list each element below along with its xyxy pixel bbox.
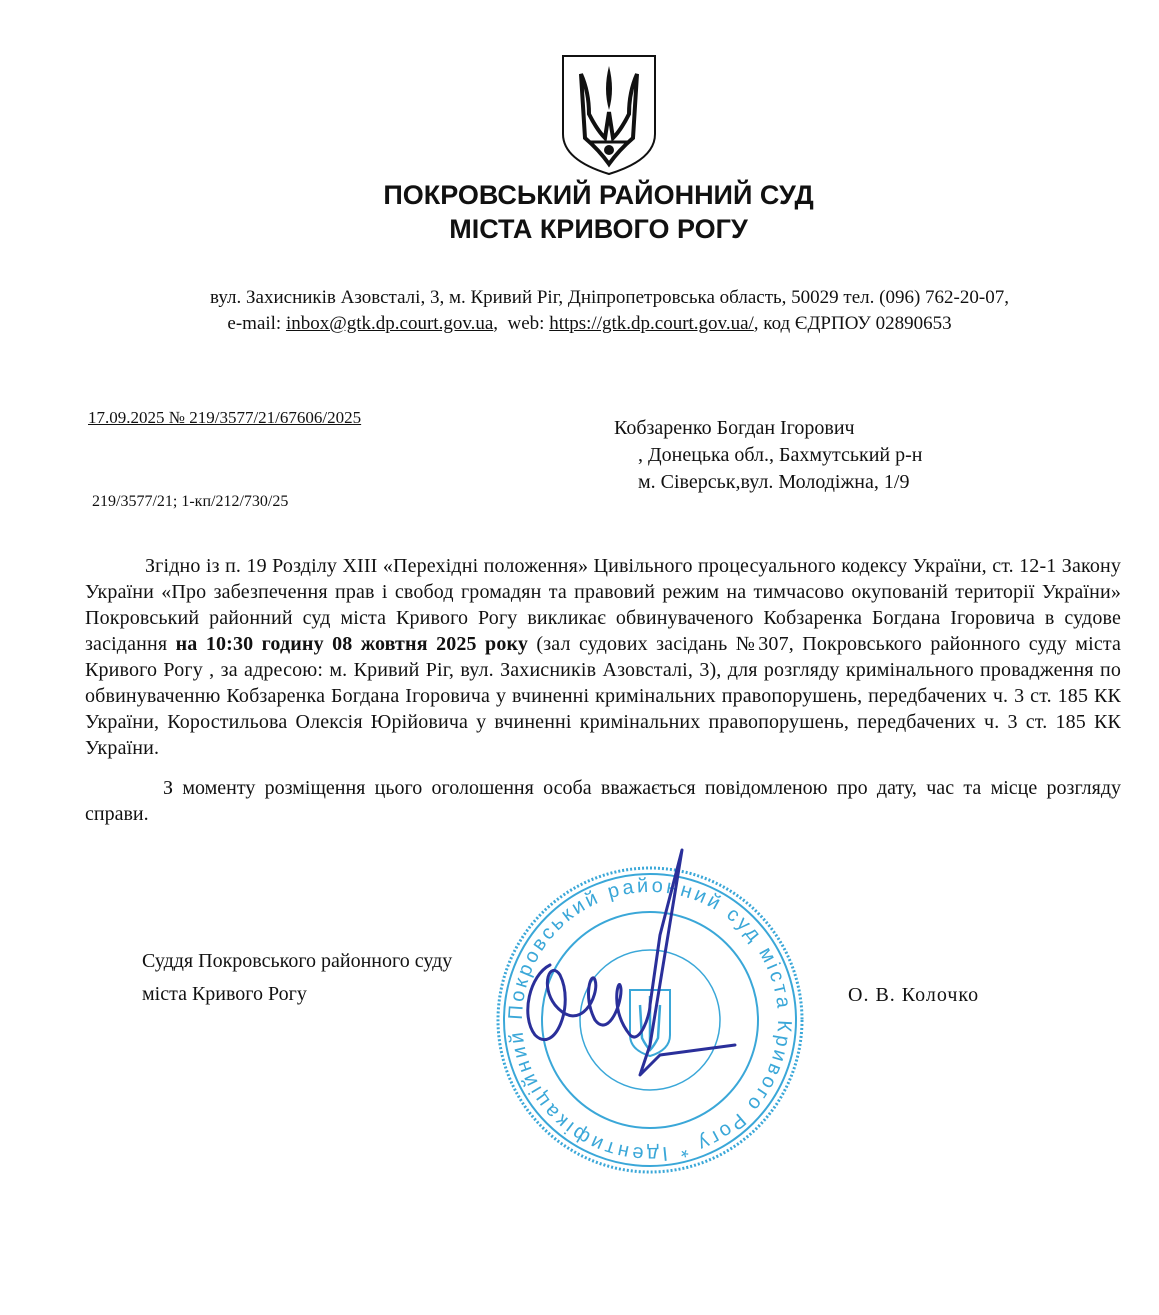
summons-text-part2: (зал судових засідань №307, Покровського районного суду міста Кривого Рогу , за адресою: м. Кривий Ріг, вул. Захисників Азовсталі, 3), для розгляду кримінального провадження по обвинуваченню Кобзаренка Богдана Ігоровича у вчиненні кримінальних правопорушень, передбачених ч. 3 ст. 185 КК України, Коростильова Олексія Юрійовича у вчиненні кримінальних правопорушень, передбачених ч. 3 ст. 185 КК України.: [85, 633, 1122, 759]
outgoing-reference: 17.09.2025 № 219/3577/21/67606/2025: [88, 408, 362, 427]
recipient-address-line2: м. Сіверськ,вул. Молодіжна, 1/9: [638, 471, 910, 493]
summons-paragraph: [85, 553, 1121, 761]
stamp-text: Покровський районний суд міста Кривого Рогу * Ідентифікаційний: [504, 874, 796, 1166]
email-label: e-mail:: [227, 313, 282, 334]
contact-line: e-mail: inbox@gtk.dp.court.gov.ua, web: https://gtk.dp.court.gov.ua/, код ЄДРПОУ 02890653: [227, 313, 952, 334]
address-line: вул. Захисників Азовсталі, 3, м. Кривий Ріг, Дніпропетровська область, 50029 тел. (096) 762-20-07,: [210, 287, 1009, 308]
handwritten-signature-icon: [500, 845, 740, 1105]
signer-position-line2: міста Кривого Рогу: [142, 983, 307, 1005]
judge-name: О. В. Колочко: [848, 984, 980, 1006]
notice-paragraph: З моменту розміщення цього оголошення особа вважається повідомленою про дату, час та місце розгляду справи.: [85, 777, 1121, 825]
court-name-line2: МІСТА КРИВОГО РОГУ: [449, 214, 748, 244]
edrpou-code: код ЄДРПОУ 02890653: [763, 313, 952, 334]
email-link[interactable]: inbox@gtk.dp.court.gov.ua: [285, 313, 494, 334]
recipient-address-line1: , Донецька обл., Бахмутський р-н: [638, 444, 923, 466]
trident-coat-of-arms-icon: [559, 52, 659, 177]
summons-text-part1: Згідно із п. 19 Розділу XIII «Перехідні положення» Цивільного процесуального кодексу України, ст. 12-1 Закону України «Про забезпечення прав і свобод громадян та правовий режим на тимчасово окупованій території України» Покровський районний суд міста Кривого Рогу викликає обвинуваченого Кобзаренка Богдана Ігоровича в судове засідання: [85, 555, 1121, 655]
web-label: web:: [507, 313, 545, 334]
recipient-block: [614, 415, 922, 496]
signer-position: [142, 945, 452, 1011]
recipient-name: Кобзаренко Богдан Ігорович: [614, 417, 855, 439]
court-title: [0, 178, 1159, 246]
case-number: 219/3577/21; 1-кп/212/730/25: [92, 493, 289, 510]
court-name-line1: ПОКРОВСЬКИЙ РАЙОННИЙ СУД: [383, 180, 814, 210]
letter-body: [85, 553, 1121, 827]
web-link[interactable]: https://gtk.dp.court.gov.ua/: [549, 313, 754, 334]
hearing-datetime: на 10:30 годину 08 жовтня 2025 року: [175, 633, 529, 655]
court-address: [0, 285, 1159, 337]
signer-position-line1: Суддя Покровського районного суду: [142, 950, 453, 972]
